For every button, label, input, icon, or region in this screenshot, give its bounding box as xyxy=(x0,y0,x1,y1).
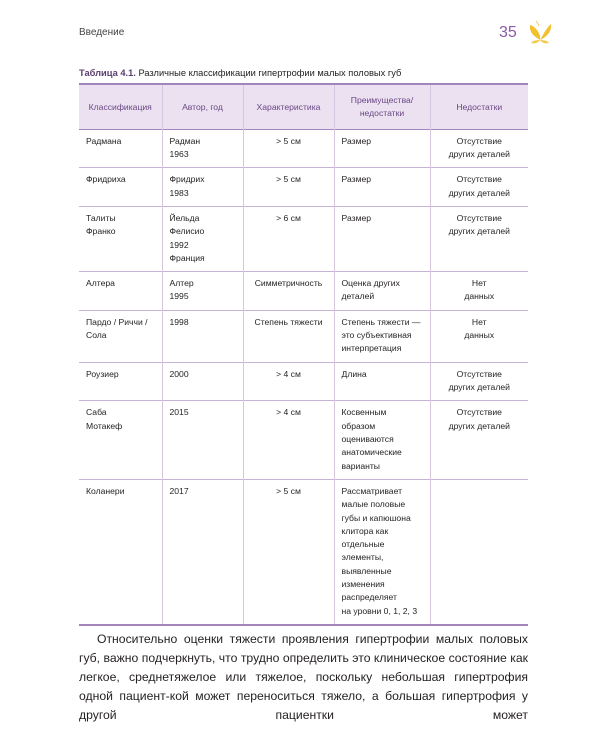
table-cell: Рассматривает малые половые губы и капюшона клитора как отдельные элементы, выявленные изменения распределяет на уровни 0, 1, 2, 3 xyxy=(334,479,430,625)
table-cell: Нет данных xyxy=(430,272,528,311)
table-cell: > 4 см xyxy=(243,401,334,480)
table-row xyxy=(79,272,528,311)
classification-table xyxy=(79,83,528,626)
table-cell: Степень тяжести xyxy=(243,310,334,362)
butterfly-logo-icon xyxy=(527,19,553,45)
table-cell: > 4 см xyxy=(243,362,334,401)
table-cell: Фридриха xyxy=(86,174,126,185)
table-cell: 2017 xyxy=(162,479,243,625)
column-header: Классификация xyxy=(88,101,152,112)
table-cell: 2000 xyxy=(162,362,243,401)
table-cell: Симметричность xyxy=(243,272,334,311)
table-cell: Размер xyxy=(334,168,430,207)
table-cell: Размер xyxy=(334,129,430,168)
table-cell: Радман 1963 xyxy=(162,129,243,168)
column-header: Автор, год xyxy=(162,84,243,129)
table-row xyxy=(79,362,528,401)
column-header: Преимущества/ недостатки xyxy=(334,84,430,129)
table-header-row xyxy=(79,84,528,129)
table-cell: 2015 xyxy=(162,401,243,480)
table-cell: > 6 см xyxy=(243,206,334,271)
table-row xyxy=(79,479,528,625)
body-paragraph-text: Относительно оценки тяжести проявления гипертрофии малых половых губ, важно подчеркнуть, что трудно определить это клиническое состояние как легкое, среднетяжелое или тяжелое, поскольку небольшая гипертрофия одной пациент-кой может переноситься тяжело, а большая гипертрофия у другой пациентки может xyxy=(79,632,528,722)
column-header: Недостатки xyxy=(430,84,528,129)
table-cell: Степень тяжести — это субъективная интерпретация xyxy=(334,310,430,362)
table-cell: > 5 см xyxy=(243,168,334,207)
page-number: 35 xyxy=(499,24,517,41)
table-row xyxy=(79,206,528,271)
table-caption xyxy=(79,68,401,78)
table-cell: Алтера xyxy=(86,278,115,289)
table-cell: Отсутствие других деталей xyxy=(430,362,528,401)
table-cell: Косвенным образом оцениваются анатомические варианты xyxy=(334,401,430,480)
table-cell: Йельда Фелисио 1992 Франция xyxy=(162,206,243,271)
table-cell xyxy=(430,479,528,625)
table-caption-text: Различные классификации гипертрофии малых половых губ xyxy=(138,68,402,78)
table-cell: Длина xyxy=(334,362,430,401)
table-row xyxy=(79,310,528,362)
section-title: Введение xyxy=(79,27,125,38)
table-cell: Отсутствие других деталей xyxy=(430,206,528,271)
table-cell: Талиты Франко xyxy=(86,212,116,237)
table-cell: > 5 см xyxy=(243,129,334,168)
table-cell: Нет данных xyxy=(430,310,528,362)
table-cell: Размер xyxy=(334,206,430,271)
table-row xyxy=(79,168,528,207)
table-cell: Пардо / Риччи / Сола xyxy=(86,316,148,341)
column-header: Характеристика xyxy=(243,84,334,129)
table-row xyxy=(79,129,528,168)
table-cell: Отсутствие других деталей xyxy=(430,401,528,480)
table-cell: Оценка других деталей xyxy=(334,272,430,311)
table-cell: Алтер 1995 xyxy=(162,272,243,311)
table-cell: Фридрих 1983 xyxy=(162,168,243,207)
table-cell: Отсутствие других деталей xyxy=(430,168,528,207)
table-cell: Радмана xyxy=(86,135,122,146)
page-header xyxy=(0,0,600,60)
table-cell: Отсутствие других деталей xyxy=(430,129,528,168)
table-cell: 1998 xyxy=(162,310,243,362)
table-cell: Коланери xyxy=(86,485,125,496)
body-paragraph xyxy=(79,630,528,725)
table-row xyxy=(79,401,528,480)
table-caption-label: Таблица 4.1. xyxy=(79,68,136,78)
table-cell: Саба Мотакеф xyxy=(86,407,123,431)
table-cell: > 5 см xyxy=(243,479,334,625)
table-cell: Роузиер xyxy=(86,368,119,379)
